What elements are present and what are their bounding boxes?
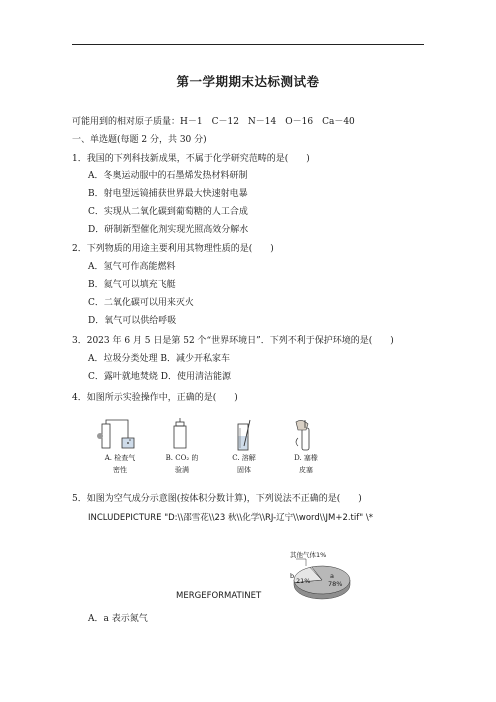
- question-2-stem: 2．下列物质的用途主要利用其物理性质的是( ): [72, 244, 274, 254]
- question-5-stem: 5．如图为空气成分示意图(按体积分数计算)，下列说法不正确的是( ): [72, 494, 362, 504]
- insert-stopper-illustration: [278, 418, 334, 452]
- include-picture-field: INCLUDEPICTURE "D:\\邵雪花\\23 秋\\化学\\RJ-辽宁\\word\\JM+2.tif" \*: [88, 513, 373, 523]
- pie-label-other: 其他气体1%: [290, 551, 327, 559]
- question-1-option-d: D．研制新型催化剂实现光照高效分解水: [88, 225, 249, 235]
- question-2-option-d: D．氧气可以供给呼吸: [88, 316, 177, 326]
- co2-full-check-illustration: [154, 418, 210, 452]
- figure-d-caption-line2: 皮塞: [299, 466, 313, 474]
- air-composition-pie: [282, 550, 362, 600]
- figure-a-caption-line2: 密性: [113, 466, 127, 474]
- pie-label-b-pct: 21%: [296, 577, 311, 585]
- question-4-stem: 4．如图所示实验操作中，正确的是( ): [72, 393, 238, 403]
- question-1-option-c: C．实现从二氧化碳到葡萄糖的人工合成: [88, 207, 248, 217]
- merge-format-field: MERGEFORMATINET: [176, 591, 262, 601]
- lab-operations-figure: [92, 418, 342, 484]
- question-1-option-b: B．射电望远镜捕获世界最大快速射电暴: [88, 189, 248, 199]
- question-5-option-a: A．a 表示氮气: [88, 614, 148, 624]
- pie-label-a: a: [330, 572, 334, 580]
- figure-a: [92, 418, 148, 484]
- question-2-option-a: A．氢气可作高能燃料: [88, 262, 176, 272]
- figure-c-caption-line1: C. 溶解: [232, 454, 256, 462]
- figure-d-caption-line1: D. 塞橡: [294, 454, 318, 462]
- dissolve-solid-illustration: [216, 418, 272, 452]
- figure-d: [278, 418, 334, 484]
- figure-c-caption-line2: 固体: [237, 466, 251, 474]
- header-rule: [72, 44, 424, 45]
- section-heading: 一、单选题(每题 2 分，共 30 分): [72, 135, 207, 145]
- exam-title: 第一学期期末达标测试卷: [176, 74, 320, 89]
- question-3-options-cd: C．露叶就地焚烧 D．使用清洁能源: [88, 372, 231, 382]
- question-1-stem: 1．我国的下列科技新成果，不属于化学研究范畴的是( ): [72, 154, 310, 164]
- question-2-option-b: B．氦气可以填充飞艇: [88, 280, 176, 290]
- airtightness-check-illustration: [92, 418, 148, 452]
- figure-b-caption-line1: B. CO₂ 的: [165, 454, 199, 462]
- question-3-stem: 3．2023 年 6 月 5 日是第 52 个“世界环境日”．下列不利于保护环境的是( ): [72, 336, 394, 346]
- figure-c: [216, 418, 272, 484]
- figure-b: [154, 418, 210, 484]
- figure-b-caption-line2: 验满: [175, 466, 189, 474]
- pie-label-a-pct: 78%: [328, 580, 343, 588]
- question-2-option-c: C．二氧化碳可以用来灭火: [88, 298, 194, 308]
- question-1-option-a: A．冬奥运动服中的石墨烯发热材料研制: [88, 171, 248, 181]
- question-3-options-ab: A．垃圾分类处理 B．减少开私家车: [88, 354, 230, 364]
- figure-a-caption-line1: A. 检查气: [104, 454, 136, 462]
- pie-label-b: b: [290, 572, 295, 580]
- atomic-masses: 可能用到的相对原子质量：H－1 C－12 N－14 O－16 Ca－40: [72, 117, 355, 127]
